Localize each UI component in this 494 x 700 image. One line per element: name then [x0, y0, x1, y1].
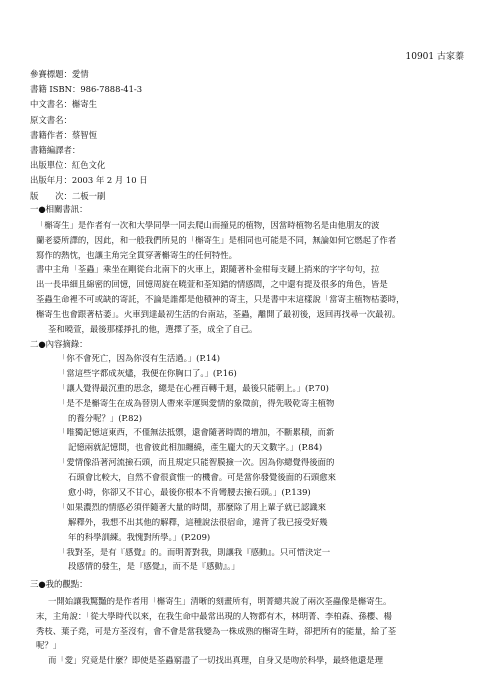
text-line: 秀枝、葉子堯，可是方荃沒有，會不會是當我變為一株成熟的槲寄生時，卻把所有的能量，給了荃: [36, 626, 397, 636]
metadata-list: [30, 70, 148, 207]
text-line: 末，主角說：「從大學時代以來，在我生命中最常出現的人物都有木，林明菁、李柏森、孫櫻、楊: [36, 611, 392, 621]
quote-line: 石頭會比較大，自然不會很貪惟一的機會。可是當你發覺後面的石頭愈來: [68, 473, 336, 483]
quote-line: 「是不是槲寄生在成為替別人帶來幸運與愛情的象徵前，得先吸乾寄主植物: [58, 398, 335, 408]
quote-line: 「唯獨記憶這東西，不僅無法抵禦，還會隨著時間的增加，不斷累積，而新: [58, 428, 335, 438]
text-line: 寫作的熱忱，也讓主角完全貫穿著槲寄生的任何特性。: [36, 250, 237, 260]
section-heading-book-info: 一●相關書訊：: [30, 204, 88, 214]
quote-line: 「愛情像沿著河流撿石頭，而且規定只能智膜撿一次。因為你總覺得後面的: [58, 458, 335, 468]
text-line: 荃蟲生命裡不可或缺的寄託，不論是誰都是他積神的寄主，只是書中末這樣說「當寄主植物枯萎時，: [36, 294, 405, 304]
text-line: 書中主角「荃蟲」乘坐在剛從台北南下的火車上，跟隨著朴金柑每支鏈上捎來的字字句句，拉: [36, 265, 380, 275]
meta-publish-date: 出版年月：2003 年 2 月 10 日: [30, 175, 148, 186]
meta-isbn: 書籍 ISBN：986-7888-41-3: [30, 84, 143, 95]
meta-original-title: 原文書名：: [30, 114, 72, 125]
section-heading-excerpts: 二●內容摘錄：: [30, 339, 88, 349]
quote-line: 解釋外，我想不出其他的解釋，這種說法很宿命，違背了我已接受好幾: [68, 517, 328, 527]
quote-line: 年的科學訓練。我愧對所學。」(P.209): [68, 532, 211, 542]
meta-translator: 書籍編譯者：: [30, 144, 81, 155]
text-line: 荃和曉萱，最後那樣掙扎的他，選擇了荃，成全了自己。: [48, 324, 258, 334]
excerpt-list: [58, 354, 478, 577]
text-line: 槲寄生也會跟著枯萎」。火車到達最初生活的台南站，荃蟲，離開了最初後，返回再找尋一次最初。: [36, 309, 401, 319]
quote-line: 「你不會死亡，因為你沒有生活過。」(P.14): [58, 354, 220, 363]
quote-line: 「我對荃，是有『感覺』的。而明菁對我，則讓我『感動』。只可惜決定一: [58, 547, 331, 557]
meta-publisher: 出版單位：紅色文化: [30, 160, 106, 171]
text-line: 呢？」: [36, 641, 62, 651]
meta-topic: 參賽標題：愛情: [30, 69, 89, 79]
text-line: 一開始讓我驚豔的是作者用「槲寄生」清晰的刻畫所有，明菁總共說了兩次荃蟲像是槲寄生。: [48, 597, 392, 606]
meta-edition: 版 次：二板一刷: [30, 190, 106, 201]
quote-line: 「當這些字都成灰燼，我便在你胸口了。」(P.16): [58, 368, 237, 378]
my-view-paragraph: [36, 597, 472, 671]
text-line: 蘭老婆所譯的，因此，和一般我們所見的「槲寄生」是相同也可能是不同，無論如何它燃起了作者: [36, 235, 397, 245]
document-code: 10901 古家蓁: [405, 52, 464, 62]
text-line: 出一長串細且綿密的回憶，回憶周旋在曉萱和荃知錯的情感間，之中還有提及很多的角色，皆是: [36, 280, 388, 290]
quote-line: 愈小時，你卻又不甘心，最後你根本不肯彎腰去撿石頭。」(P.139): [68, 488, 311, 498]
quote-line: 「讓人覺得最沉重的思念，總是在心裡百轉千迴，最後只能朝上。」(P.70): [58, 383, 329, 393]
quote-line: 段感情的發生，是『感覺』，而不是『感動』。」: [68, 562, 240, 572]
meta-author: 書籍作者：蔡智恆: [30, 129, 97, 140]
book-info-paragraph: [36, 221, 472, 339]
quote-line: 記憶兩就記憶間，也會彼此相加纏繞，產生龐大的天文數字。」(P.84): [68, 443, 323, 453]
section-heading-my-view: 三●我的觀點：: [30, 579, 88, 589]
quote-line: 「如果濃烈的情感必須伴隨著大量的時間，那麼除了用上輩子就已認識來: [58, 502, 326, 512]
quote-line: 的養分呢？」(P.82): [68, 413, 143, 423]
meta-chinese-title: 中文書名：槲寄生: [30, 99, 97, 110]
text-line: 「槲寄生」是作者有一次和大學同學一同去爬山而撞見的植物，因當時植物名是由他朋友的波: [36, 221, 380, 230]
text-line: 而「愛」究竟是什麼？即使是荃蟲窮盡了一切找出真理，自身又是吻於科學，最終他還是理: [48, 656, 383, 666]
